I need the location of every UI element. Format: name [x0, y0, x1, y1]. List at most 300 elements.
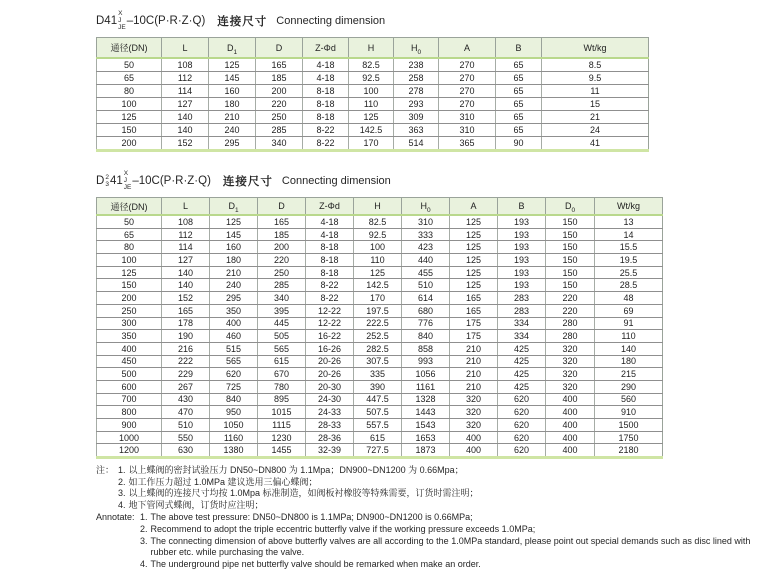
table-cell: 334	[498, 330, 546, 343]
table-cell: 615	[354, 431, 402, 444]
table-cell: 125	[210, 215, 258, 228]
model-variant-stack	[118, 10, 126, 31]
table-cell: 400	[546, 406, 595, 419]
connecting-dimension-table-1	[96, 37, 649, 152]
table-cell: 320	[546, 342, 595, 355]
table-cell: 4-18	[306, 215, 354, 228]
column-header: $H_0$	[394, 38, 439, 59]
table-cell: 1500	[595, 419, 663, 432]
table-cell: 197.5	[354, 304, 402, 317]
table-cell: 193	[498, 279, 546, 292]
table-cell: 510	[162, 419, 210, 432]
table-cell: 450	[97, 355, 162, 368]
table-cell: 80	[97, 241, 162, 254]
table-cell: 620	[498, 431, 546, 444]
note-number: 2.	[118, 476, 126, 487]
title-cn: 连接尺寸	[217, 15, 268, 28]
table-cell: 1160	[210, 431, 258, 444]
table-cell: 220	[256, 98, 303, 111]
table-cell: 280	[546, 317, 595, 330]
table-cell: 425	[498, 355, 546, 368]
table-cell: 780	[258, 380, 306, 393]
table-cell: 258	[394, 72, 439, 85]
table-cell: 447.5	[354, 393, 402, 406]
table-cell: 193	[498, 215, 546, 228]
table-cell: 680	[402, 304, 450, 317]
note-block-label	[96, 559, 140, 571]
table-cell: 1230	[258, 431, 306, 444]
table-cell: 4-18	[303, 72, 349, 85]
table-cell: 210	[450, 355, 498, 368]
note-text: 地下管网式蝶阀，订货时应注明；	[128, 499, 264, 510]
table-cell: 425	[498, 380, 546, 393]
stack-line: JE	[123, 184, 132, 191]
table-cell: 14	[595, 228, 663, 241]
table-cell: 180	[209, 98, 256, 111]
table-cell: 400	[546, 419, 595, 432]
table-cell: 100	[97, 254, 162, 267]
table-cell: 9.5	[542, 72, 649, 85]
table-cell: 363	[394, 124, 439, 137]
table-cell: 400	[546, 393, 595, 406]
table-cell: 615	[258, 355, 306, 368]
table-cell: 82.5	[354, 215, 402, 228]
table-cell: 15	[542, 98, 649, 111]
note-text: Recommend to adopt the triple eccentric butterfly valve if the working pressure exceeds 1.0MPa;	[150, 524, 536, 535]
table-row	[97, 444, 663, 458]
column-header: B	[496, 38, 542, 59]
table-row	[97, 406, 663, 419]
table-cell: 310	[439, 111, 496, 124]
header-row	[97, 38, 649, 59]
table-cell: 28-36	[306, 431, 354, 444]
column-header: $D_0$	[546, 198, 595, 216]
table-cell: 28-33	[306, 419, 354, 432]
table-row	[97, 317, 663, 330]
table-cell: 335	[354, 368, 402, 381]
note-block-label	[96, 488, 118, 500]
note-text: The above test pressure: DN50~DN800 is 1.1MPa; DN900~DN1200 is 0.66MPa;	[150, 512, 473, 523]
table-cell: 320	[450, 393, 498, 406]
table-cell: 8-18	[303, 85, 349, 98]
table-cell: 24-30	[306, 393, 354, 406]
table-cell: 250	[256, 111, 303, 124]
table-cell: 160	[209, 85, 256, 98]
table-cell: 92.5	[354, 228, 402, 241]
table-cell: 65	[496, 98, 542, 111]
table-cell: 293	[394, 98, 439, 111]
table-cell: 112	[162, 228, 210, 241]
column-header: 通径(DN)	[97, 38, 162, 59]
note-block-label	[96, 524, 140, 536]
note-line	[96, 500, 760, 512]
table-cell: 229	[162, 368, 210, 381]
table-cell: 175	[450, 330, 498, 343]
table-cell: 12-22	[306, 304, 354, 317]
note-number: 4.	[118, 499, 126, 510]
table-cell: 1653	[402, 431, 450, 444]
table-cell: 1115	[258, 419, 306, 432]
column-header: Z-Φd	[306, 198, 354, 216]
table-cell: 400	[546, 431, 595, 444]
table-cell: 20-26	[306, 355, 354, 368]
table-cell: 32-39	[306, 444, 354, 458]
table-cell: 140	[162, 266, 210, 279]
table-row	[97, 292, 663, 305]
column-header: L	[162, 38, 209, 59]
table-cell: 65	[496, 124, 542, 137]
table-cell: 2180	[595, 444, 663, 458]
table-cell: 400	[450, 431, 498, 444]
table-cell: 283	[498, 304, 546, 317]
table-cell: 65	[97, 228, 162, 241]
table-row	[97, 380, 663, 393]
note-text: The underground pipe net butterfly valve should be remarked when make an order.	[150, 558, 481, 569]
table-cell: 50	[97, 215, 162, 228]
table-cell: 125	[450, 266, 498, 279]
table-cell: 565	[210, 355, 258, 368]
table-cell: 425	[498, 368, 546, 381]
column-header: Z-Φd	[303, 38, 349, 59]
table-cell: 250	[97, 304, 162, 317]
table-cell: 41	[542, 137, 649, 151]
table-cell: 114	[162, 85, 209, 98]
table-cell: 1750	[595, 431, 663, 444]
table-row	[97, 330, 663, 343]
note-number: 3.	[140, 535, 148, 546]
table-row	[97, 342, 663, 355]
table-cell: 20-26	[306, 368, 354, 381]
model-code-prefix: D41	[96, 14, 118, 27]
column-header: A	[450, 198, 498, 216]
table-cell: 170	[354, 292, 402, 305]
table-cell: 140	[162, 279, 210, 292]
table-cell: 220	[546, 304, 595, 317]
table-row	[97, 58, 649, 72]
table-cell: 514	[394, 137, 439, 151]
table-cell: 300	[97, 317, 162, 330]
table-cell: 270	[439, 58, 496, 72]
note-number: 4.	[140, 558, 148, 569]
table-cell: 150	[546, 266, 595, 279]
table-cell: 8-22	[306, 292, 354, 305]
table-row	[97, 368, 663, 381]
table-cell: 125	[209, 58, 256, 72]
table-cell: 193	[498, 228, 546, 241]
table-cell: 630	[162, 444, 210, 458]
table-row	[97, 85, 649, 98]
table-cell: 455	[402, 266, 450, 279]
table-cell: 1000	[97, 431, 162, 444]
section1-title	[96, 7, 760, 34]
table-cell: 65	[496, 72, 542, 85]
table-cell: 145	[210, 228, 258, 241]
table-cell: 150	[546, 215, 595, 228]
table-cell: 82.5	[349, 58, 394, 72]
table-cell: 11	[542, 85, 649, 98]
table-cell: 727.5	[354, 444, 402, 458]
table-cell: 175	[450, 317, 498, 330]
table-cell: 1455	[258, 444, 306, 458]
table-cell: 295	[209, 137, 256, 151]
table-cell: 445	[258, 317, 306, 330]
table-cell: 15.5	[595, 241, 663, 254]
table-cell: 400	[210, 317, 258, 330]
table-cell: 13	[595, 215, 663, 228]
table-cell: 365	[439, 137, 496, 151]
table-cell: 565	[258, 342, 306, 355]
table-cell: 210	[210, 266, 258, 279]
table-cell: 210	[450, 342, 498, 355]
table-cell: 270	[439, 85, 496, 98]
table-cell: 320	[450, 406, 498, 419]
table-cell: 150	[546, 228, 595, 241]
table-cell: 400	[450, 444, 498, 458]
table-cell: 108	[162, 215, 210, 228]
table-cell: 65	[496, 85, 542, 98]
stack-line: J	[123, 177, 127, 184]
table-cell: 216	[162, 342, 210, 355]
table-cell: 460	[210, 330, 258, 343]
table-cell: 515	[210, 342, 258, 355]
table-cell: 185	[258, 228, 306, 241]
column-header: A	[439, 38, 496, 59]
table-cell: 1200	[97, 444, 162, 458]
note-number: 2.	[140, 524, 148, 535]
table-cell: 4-18	[303, 58, 349, 72]
table-cell: 24	[542, 124, 649, 137]
table-row	[97, 241, 663, 254]
table-cell: 320	[450, 419, 498, 432]
table-cell: 240	[210, 279, 258, 292]
table-cell: 150	[546, 279, 595, 292]
table-cell: 200	[97, 292, 162, 305]
table-cell: 150	[546, 241, 595, 254]
table-cell: 125	[450, 241, 498, 254]
table-cell: 25.5	[595, 266, 663, 279]
table-cell: 65	[496, 111, 542, 124]
table-cell: 165	[256, 58, 303, 72]
table-cell: 505	[258, 330, 306, 343]
table-cell: 800	[97, 406, 162, 419]
table-cell: 270	[439, 98, 496, 111]
table-cell: 507.5	[354, 406, 402, 419]
note-number: 3.	[118, 488, 126, 499]
model-body-style-stack	[105, 174, 109, 188]
table-cell: 1050	[210, 419, 258, 432]
notes-english	[96, 512, 760, 570]
table-cell: 725	[210, 380, 258, 393]
table-cell: 92.5	[349, 72, 394, 85]
table-cell: 425	[498, 342, 546, 355]
table-cell: 340	[256, 137, 303, 151]
table-row	[97, 228, 663, 241]
table-row	[97, 254, 663, 267]
table-cell: 8-18	[306, 266, 354, 279]
table-cell: 1015	[258, 406, 306, 419]
table-cell: 142.5	[349, 124, 394, 137]
table-cell: 69	[595, 304, 663, 317]
column-header: H	[349, 38, 394, 59]
table-cell: 50	[97, 58, 162, 72]
model-code-mid: 41	[109, 174, 123, 187]
column-header: $D_1$	[210, 198, 258, 216]
table-cell: 340	[258, 292, 306, 305]
table-cell: 858	[402, 342, 450, 355]
table-cell: 178	[162, 317, 210, 330]
table-cell: 250	[258, 266, 306, 279]
table-cell: 8.5	[542, 58, 649, 72]
column-header: H	[354, 198, 402, 216]
note-number: 1.	[140, 512, 148, 523]
model-variant-stack	[124, 170, 132, 191]
table-cell: 700	[97, 393, 162, 406]
table-cell: 12-22	[306, 317, 354, 330]
table-cell: 16-22	[306, 330, 354, 343]
table-cell: 309	[394, 111, 439, 124]
table-cell: 110	[354, 254, 402, 267]
note-number: 1.	[118, 465, 126, 476]
table-cell: 140	[162, 111, 209, 124]
table-cell: 8-22	[303, 137, 349, 151]
table-cell: 193	[498, 254, 546, 267]
note-line	[96, 477, 760, 489]
table-cell: 150	[97, 279, 162, 292]
table-row	[97, 72, 649, 85]
table-row	[97, 124, 649, 137]
table-cell: 150	[546, 254, 595, 267]
table-cell: 48	[595, 292, 663, 305]
table-cell: 430	[162, 393, 210, 406]
table-cell: 350	[97, 330, 162, 343]
table-cell: 145	[209, 72, 256, 85]
table-cell: 895	[258, 393, 306, 406]
table-cell: 110	[595, 330, 663, 343]
table-cell: 108	[162, 58, 209, 72]
table-cell: 423	[402, 241, 450, 254]
table-cell: 24-33	[306, 406, 354, 419]
table-cell: 220	[546, 292, 595, 305]
table-cell: 180	[210, 254, 258, 267]
table-cell: 21	[542, 111, 649, 124]
table-row	[97, 111, 649, 124]
note-line	[96, 488, 760, 500]
table-cell: 210	[450, 380, 498, 393]
column-header: D	[256, 38, 303, 59]
table-row	[97, 279, 663, 292]
table-cell: 840	[210, 393, 258, 406]
table-cell: 193	[498, 241, 546, 254]
table-cell: 295	[210, 292, 258, 305]
column-header: L	[162, 198, 210, 216]
table-cell: 8-22	[303, 124, 349, 137]
table-cell: 165	[258, 215, 306, 228]
table-cell: 127	[162, 98, 209, 111]
table-cell: 400	[546, 444, 595, 458]
table-cell: 165	[450, 304, 498, 317]
stack-line: X	[118, 10, 123, 17]
table-cell: 125	[97, 111, 162, 124]
table-cell: 125	[349, 111, 394, 124]
table-cell: 165	[450, 292, 498, 305]
note-line	[96, 559, 760, 571]
table-cell: 152	[162, 292, 210, 305]
table-cell: 307.5	[354, 355, 402, 368]
table-cell: 1380	[210, 444, 258, 458]
table-cell: 215	[595, 368, 663, 381]
model-code-prefix: D	[96, 174, 105, 187]
note-block-label: 注：	[96, 465, 115, 476]
table-cell: 285	[256, 124, 303, 137]
table-cell: 310	[439, 124, 496, 137]
table-cell: 200	[256, 85, 303, 98]
table-cell: 1161	[402, 380, 450, 393]
table-cell: 1543	[402, 419, 450, 432]
table-cell: 776	[402, 317, 450, 330]
stack-line: X	[123, 170, 129, 177]
title-en: Connecting dimension	[281, 174, 391, 187]
note-text: 如工作压力超过 1.0MPa 建议选用三偏心蝶阀；	[128, 476, 318, 487]
table-cell: 125	[450, 215, 498, 228]
table-cell: 28.5	[595, 279, 663, 292]
table-cell: 240	[209, 124, 256, 137]
table-cell: 127	[162, 254, 210, 267]
table-cell: 114	[162, 241, 210, 254]
table-cell: 8-18	[303, 98, 349, 111]
table-cell: 142.5	[354, 279, 402, 292]
table-cell: 390	[354, 380, 402, 393]
table-cell: 285	[258, 279, 306, 292]
table-cell: 334	[498, 317, 546, 330]
table-cell: 125	[450, 228, 498, 241]
table-cell: 200	[258, 241, 306, 254]
table-row	[97, 304, 663, 317]
table-cell: 65	[97, 72, 162, 85]
table-cell: 4-18	[306, 228, 354, 241]
table-cell: 620	[498, 393, 546, 406]
table-cell: 238	[394, 58, 439, 72]
table-cell: 283	[498, 292, 546, 305]
note-line	[96, 536, 760, 559]
table-cell: 400	[97, 342, 162, 355]
table-cell: 193	[498, 266, 546, 279]
table-cell: 8-22	[306, 279, 354, 292]
table-cell: 152	[162, 137, 209, 151]
table-row	[97, 98, 649, 111]
table-cell: 350	[210, 304, 258, 317]
table-cell: 180	[595, 355, 663, 368]
stack-line: 3	[105, 180, 109, 188]
table-cell: 1056	[402, 368, 450, 381]
table-cell: 112	[162, 72, 209, 85]
stack-line: JE	[118, 24, 126, 31]
section2-title	[96, 167, 760, 194]
table-cell: 100	[349, 85, 394, 98]
table-cell: 1443	[402, 406, 450, 419]
table-cell: 1873	[402, 444, 450, 458]
table-cell: 470	[162, 406, 210, 419]
column-header: 通径(DN)	[97, 198, 162, 216]
table-cell: 160	[210, 241, 258, 254]
table-cell: 993	[402, 355, 450, 368]
table-cell: 670	[258, 368, 306, 381]
table-cell: 200	[97, 137, 162, 151]
table-cell: 8-18	[306, 241, 354, 254]
table-cell: 140	[595, 342, 663, 355]
table-cell: 165	[162, 304, 210, 317]
table-cell: 150	[97, 124, 162, 137]
table-cell: 222	[162, 355, 210, 368]
